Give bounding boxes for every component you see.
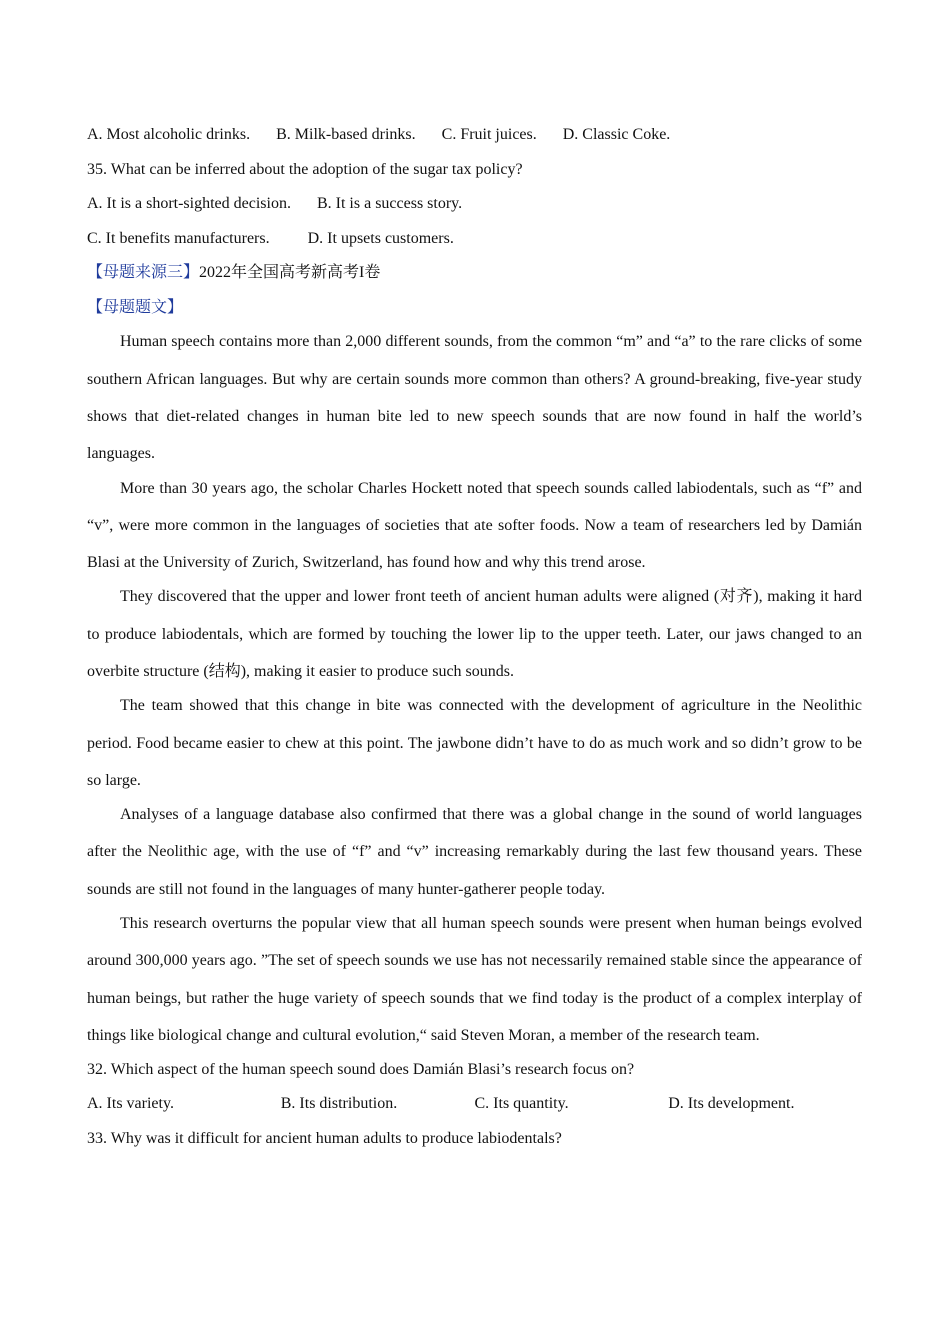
q34-options [87, 125, 862, 145]
q35-option-b: B. It is a success story. [316, 195, 463, 212]
q33-question: 33. Why was it difficult for ancient human adults to produce labiodentals? [87, 1129, 562, 1147]
source-label: 【母题来源三】 [87, 264, 200, 281]
passage-paragraph-5: Analyses of a language database also confirmed that there was a global change in the sound of world languages after the Neolithic age, with the use of “f” and “v” increasing remarkably during the last few thousand years. These sounds are still not found in the languages of many hunter-gatherer people today. [87, 806, 862, 898]
q32-option-c: C. Its quantity. [474, 1095, 569, 1113]
q34-option-d: D. Classic Coke. [562, 126, 671, 143]
q35-options-row1 [87, 194, 862, 214]
q35-option-c: C. It benefits manufacturers. [87, 229, 270, 247]
q34-option-b: B. Milk-based drinks. [276, 126, 416, 143]
document-page [87, 125, 862, 1163]
q32-option-d: D. Its development. [668, 1095, 795, 1113]
passage-paragraph-6: This research overturns the popular view that all human speech sounds were present when human beings evolved around 300,000 years ago. ”The set of speech sounds we use has not necessarily remained stable since the appearance of human beings, but rather the huge variety of speech sounds that we find today is the product of a complex interplay of things like biological change and cultural evolution,“ said Steven Moran, a member of the research team. [87, 915, 862, 1044]
source-text: 2022年全国高考新高考I卷 [199, 264, 381, 281]
passage-paragraph-2: More than 30 years ago, the scholar Charles Hockett noted that speech sounds called labiodentals, such as “f” and “v”, were more common in the languages of societies that ate softer foods. Now a team of researchers led by Damián Blasi at the University of Zurich, Switzerland, has found how and why this trend arose. [87, 479, 862, 571]
passage-paragraph-4: The team showed that this change in bite was connected with the development of agriculture in the Neolithic period. Food became easier to chew at this point. The jawbone didn’t have to do as much work and so didn’t grow to be so large. [87, 697, 862, 789]
source-heading [87, 263, 862, 283]
q34-option-c: C. Fruit juices. [441, 126, 537, 143]
q35-option-d: D. It upsets customers. [307, 229, 454, 247]
q32-options [87, 1094, 862, 1114]
passage-paragraph-3: They discovered that the upper and lower front teeth of ancient human adults were aligned (对齐), making it hard to produce labiodentals, which are formed by touching the lower lip to the upper teeth. Later, our jaws changed to an overbite structure (结构), making it easier to produce such sounds. [87, 588, 862, 680]
q35-options-row2 [87, 229, 862, 249]
passage-label: 【母题题文】 [87, 298, 184, 316]
q32-option-a: A. Its variety. [87, 1095, 174, 1113]
q32-option-b: B. Its distribution. [280, 1095, 398, 1113]
q32-question: 32. Which aspect of the human speech sound does Damián Blasi’s research focus on? [87, 1060, 635, 1078]
q34-option-a: A. Most alcoholic drinks. [87, 126, 251, 143]
passage-paragraph-1: Human speech contains more than 2,000 different sounds, from the common “m” and “a” to the rare clicks of some southern African languages. But why are certain sounds more common than others? A ground-breaking, five-year study shows that diet-related changes in human bite led to new speech sounds that are now found in half the world’s languages. [87, 333, 862, 463]
q35-option-a: A. It is a short-sighted decision. [87, 195, 291, 212]
q35-question: 35. What can be inferred about the adoption of the sugar tax policy? [87, 160, 523, 178]
